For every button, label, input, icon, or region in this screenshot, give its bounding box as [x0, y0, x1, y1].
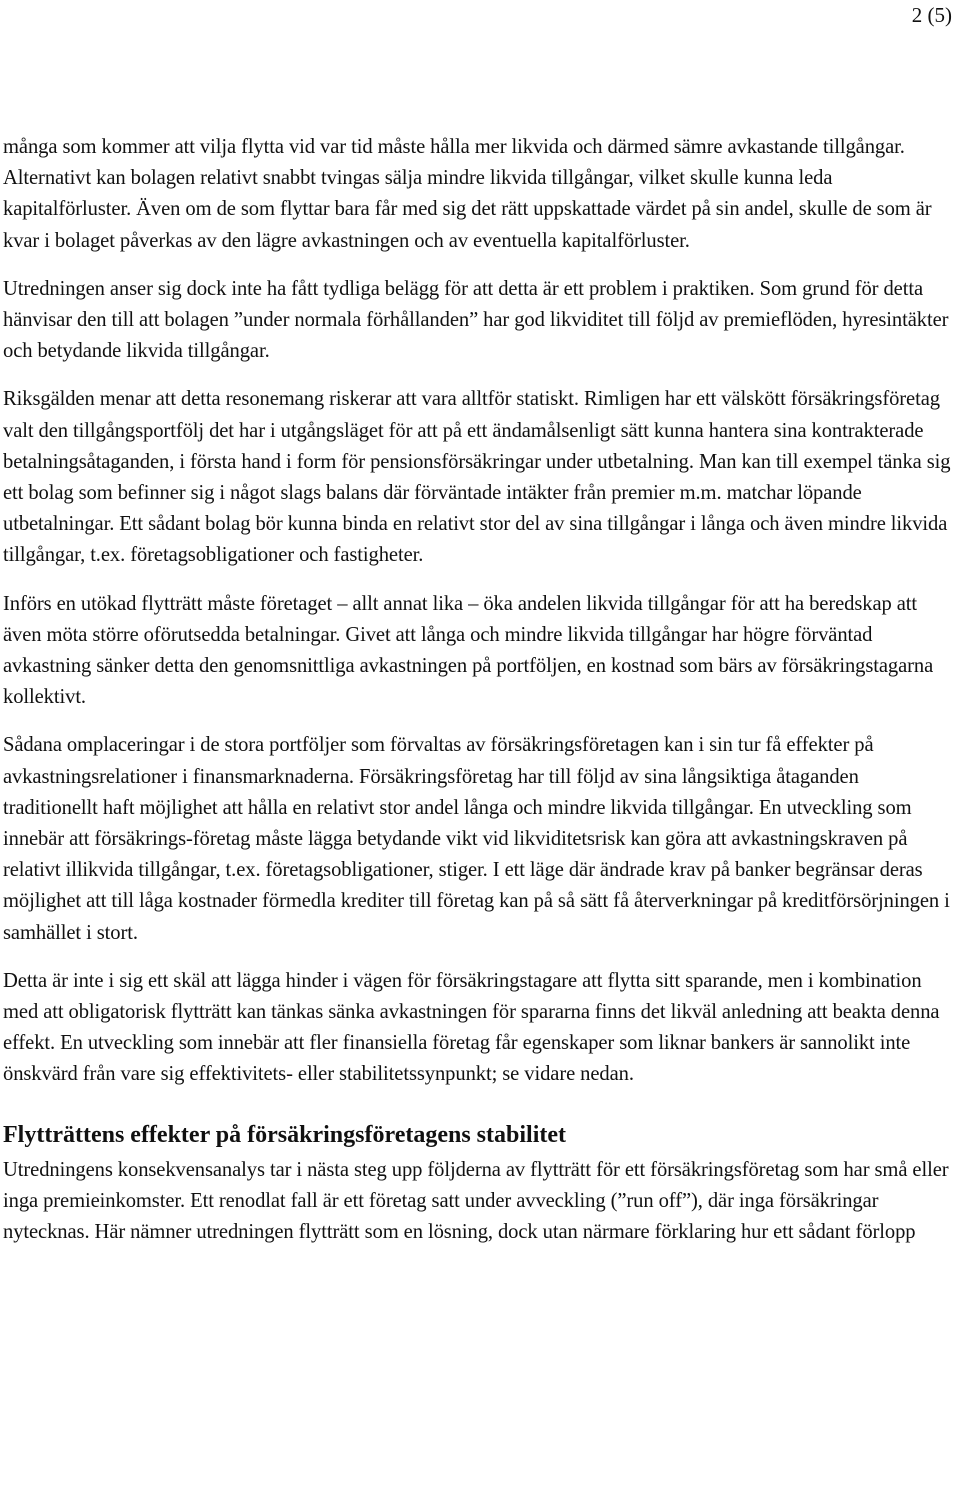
paragraph-portfolio-reallocation: Sådana omplaceringar i de stora portföljer som förvaltas av försäkringsföretagen kan i sin tur få effekter på avkastningsrelationer i finansmarknaderna. Försäkringsföretag har till följd av sina långsiktiga åtaganden traditionellt haft möjlighet att hålla en relativt stor andel långa och mindre likvida tillgångar. En utveckling som innebär att försäkrings-företag måste lägga betydande vikt vid likviditetsrisk kan göra att avkastningskraven på relativt illikvida tillgångar, t.ex. företagsobligationer, stiger. I ett läge där ändrade krav på banker begränsar deras möjlighet att till låga kostnader förmedla krediter till företag kan på så sätt få återverkningar på kreditförsörjningen i samhället i stort.: [3, 734, 950, 944]
paragraph-riksgalden-view: Riksgälden menar att detta resonemang riskerar att vara alltför statiskt. Rimligen har ett välskött försäkringsföretag valt den tillgångsportfölj det har i utgångsläget för att på ett ändamålsenligt sätt kunna hantera sina kontrakterade betalningsåtaganden, i första hand i form för pensionsförsäkringar under utbetalning. Man kan till exempel tänka sig ett bolag som befinner sig i något slags balans där förväntade intäkter från premier m.m. matchar löpande utbetalningar. Ett sådant bolag bör kunna binda en relativt stor del av sina tillgångar i långa och även mindre likvida tillgångar, t.ex. företagsobligationer och fastigheter.: [3, 388, 951, 567]
section-heading: Flytträttens effekter på försäkringsföretagens stabilitet: [3, 1121, 566, 1148]
page-number: 2 (5): [911, 3, 952, 27]
paragraph-conclusion: Detta är inte i sig ett skäl att lägga hinder i vägen för försäkringstagare att flytta sitt sparande, men i kombination med att obligatorisk flytträtt kan tänkas sänka avkastningen för spararna finns det likväl anledning att beakta denna effekt. En utveckling som innebär att fler finansiella företag får egenskaper som liknar bankers är sannolikt inte önskvärd från vare sig effektivitets- eller stabilitetssynpunkt; se vidare nedan.: [3, 969, 940, 1086]
paragraph-inquiry-view: Utredningen anser sig dock inte ha fått tydliga belägg för att detta är ett problem i praktiken. Som grund för detta hänvisar den till att bolagen ”under normala förhållanden” har god likviditet till följd av premieflöden, hyresintäkter och betydande likvida tillgångar.: [3, 277, 949, 363]
paragraph-liquidity-intro: många som kommer att vilja flytta vid var tid måste hålla mer likvida och därmed sämre avkastande tillgångar. Alternativt kan bolagen relativt snabbt tvingas sälja mindre likvida tillgångar, vilket skulle kunna leda kapitalförluster. Även om de som flyttar bara får med sig det rätt uppskattade värdet på sin andel, skulle de som är kvar i bolaget påverkas av den lägre avkastningen och av eventuella kapitalförluster.: [3, 136, 932, 252]
paragraph-section-intro: Utredningens konsekvensanalys tar i nästa steg upp följderna av flytträtt för ett försäkringsföretag som har små eller inga premieinkomster. Ett renodlat fall är ett företag satt under avveckling (”run off”), där inga försäkringar nytecknas. Här nämner utredningen flytträtt som en lösning, dock utan närmare förklaring hur ett sådant förlopp: [3, 1158, 949, 1244]
paragraph-extended-transfer-right: Införs en utökad flytträtt måste företaget – allt annat lika – öka andelen likvida tillgångar för att ha beredskap att även möta större oförutsedda betalningar. Givet att långa och mindre likvida tillgångar har högre förväntad avkastning sänker detta den genomsnittliga avkastningen på portföljen, en kostnad som bärs av försäkringstagarna kollektivt.: [3, 592, 934, 709]
document-body: [3, 132, 953, 1248]
